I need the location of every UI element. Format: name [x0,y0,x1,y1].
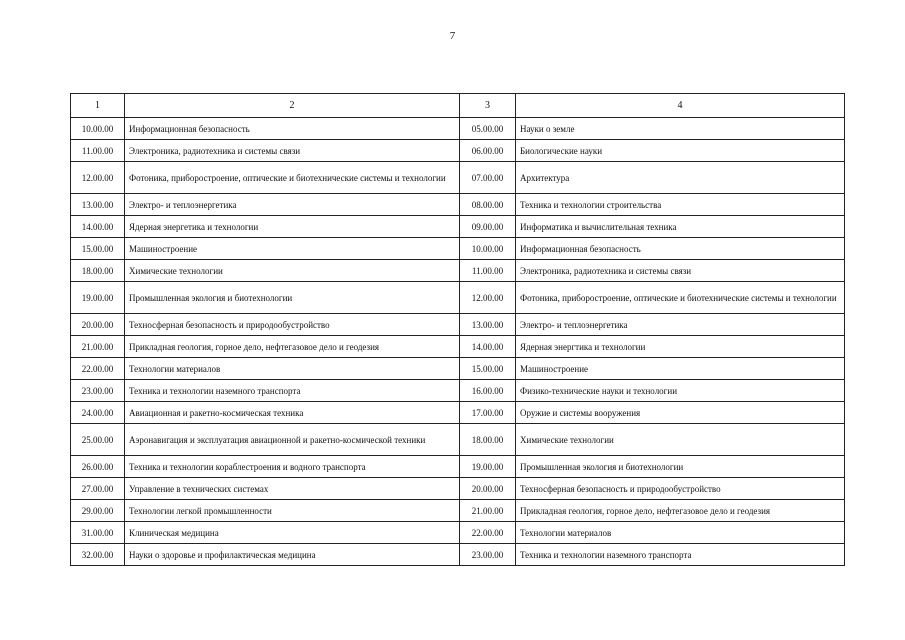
specialty-code-right: 06.00.00 [460,140,516,162]
specialty-code-left: 10.00.00 [71,118,125,140]
specialty-name-right: Информационная безопасность [516,238,845,260]
specialty-name-left: Информационная безопасность [125,118,460,140]
specialty-code-left: 19.00.00 [71,282,125,314]
specialty-code-right: 12.00.00 [460,282,516,314]
specialty-code-right: 07.00.00 [460,162,516,194]
specialty-code-left: 27.00.00 [71,478,125,500]
specialty-name-left: Промышленная экология и биотехнологии [125,282,460,314]
table-row [71,260,845,282]
specialty-name-right: Технологии материалов [516,522,845,544]
specialty-code-right: 08.00.00 [460,194,516,216]
specialty-code-left: 18.00.00 [71,260,125,282]
specialty-code-left: 29.00.00 [71,500,125,522]
specialty-name-right: Техника и технологии наземного транспорта [516,544,845,566]
specialty-name-right: Оружие и системы вооружения [516,402,845,424]
specialty-code-left: 24.00.00 [71,402,125,424]
specialty-name-left: Электро- и теплоэнергетика [125,194,460,216]
specialty-name-left: Технологии легкой промышленности [125,500,460,522]
specialty-name-right: Биологические науки [516,140,845,162]
specialty-name-left: Техника и технологии кораблестроения и водного транспорта [125,456,460,478]
specialty-code-left: 26.00.00 [71,456,125,478]
column-header: 4 [516,94,845,118]
specialty-name-right: Науки о земле [516,118,845,140]
table-row [71,216,845,238]
table-row [71,402,845,424]
specialty-name-left: Управление в технических системах [125,478,460,500]
column-header: 2 [125,94,460,118]
specialty-code-right: 18.00.00 [460,424,516,456]
specialty-name-left: Электроника, радиотехника и системы связи [125,140,460,162]
table-row [71,238,845,260]
table-row [71,380,845,402]
table-row [71,336,845,358]
specialty-code-right: 15.00.00 [460,358,516,380]
specialty-code-right: 10.00.00 [460,238,516,260]
table-row [71,522,845,544]
specialty-name-left: Авиационная и ракетно-космическая техника [125,402,460,424]
specialty-code-right: 23.00.00 [460,544,516,566]
specialty-name-right: Электроника, радиотехника и системы связи [516,260,845,282]
column-header: 1 [71,94,125,118]
table-row [71,500,845,522]
table-row [71,478,845,500]
specialty-name-left: Ядерная энергетика и технологии [125,216,460,238]
specialty-code-right: 20.00.00 [460,478,516,500]
specialty-name-right: Фотоника, приборостроение, оптические и биотехнические системы и технологии [516,282,845,314]
specialty-name-left: Машиностроение [125,238,460,260]
specialty-code-left: 22.00.00 [71,358,125,380]
specialty-code-left: 11.00.00 [71,140,125,162]
specialty-code-left: 25.00.00 [71,424,125,456]
specialty-name-right: Техносферная безопасность и природообустройство [516,478,845,500]
specialty-code-right: 14.00.00 [460,336,516,358]
specialty-code-left: 20.00.00 [71,314,125,336]
specialty-name-left: Химические технологии [125,260,460,282]
specialty-code-right: 22.00.00 [460,522,516,544]
specialty-code-left: 23.00.00 [71,380,125,402]
specialty-name-right: Техника и технологии строительства [516,194,845,216]
specialty-name-right: Машиностроение [516,358,845,380]
specialty-name-right: Электро- и теплоэнергетика [516,314,845,336]
specialty-code-left: 13.00.00 [71,194,125,216]
table-row [71,544,845,566]
specialty-name-left: Техника и технологии наземного транспорта [125,380,460,402]
specialty-name-left: Технологии материалов [125,358,460,380]
specialty-name-right: Химические технологии [516,424,845,456]
specialty-name-left: Науки о здоровье и профилактическая медицина [125,544,460,566]
table-row [71,358,845,380]
specialty-code-left: 31.00.00 [71,522,125,544]
specialty-code-right: 17.00.00 [460,402,516,424]
specialty-code-right: 11.00.00 [460,260,516,282]
page-number: 7 [449,30,456,42]
specialty-name-right: Архитектура [516,162,845,194]
table-header-row [71,94,845,118]
table-row [71,140,845,162]
specialty-code-right: 19.00.00 [460,456,516,478]
specialty-code-right: 21.00.00 [460,500,516,522]
table-row [71,282,845,314]
specialty-name-right: Информатика и вычислительная техника [516,216,845,238]
table-row [71,194,845,216]
specialty-code-right: 09.00.00 [460,216,516,238]
specialty-code-right: 05.00.00 [460,118,516,140]
specialty-name-left: Аэронавигация и эксплуатация авиационной и ракетно-космической техники [125,424,460,456]
table-row [71,314,845,336]
specialty-code-right: 13.00.00 [460,314,516,336]
specialty-name-left: Клиническая медицина [125,522,460,544]
table-row [71,118,845,140]
specialty-name-right: Промышленная экология и биотехнологии [516,456,845,478]
specialty-name-right: Ядерная энергтика и технологии [516,336,845,358]
table-row [71,456,845,478]
table-row [71,424,845,456]
specialty-name-left: Фотоника, приборостроение, оптические и биотехнические системы и технологии [125,162,460,194]
specialty-name-right: Прикладная геология, горное дело, нефтегазовое дело и геодезия [516,500,845,522]
specialty-code-left: 21.00.00 [71,336,125,358]
specialty-name-left: Прикладная геология, горное дело, нефтегазовое дело и геодезия [125,336,460,358]
specialty-code-left: 14.00.00 [71,216,125,238]
specialty-code-left: 12.00.00 [71,162,125,194]
specialty-code-left: 32.00.00 [71,544,125,566]
table-row [71,162,845,194]
column-header: 3 [460,94,516,118]
specialty-name-left: Техносферная безопасность и природообустройство [125,314,460,336]
specialty-name-right: Физико-технические науки и технологии [516,380,845,402]
specialty-table [70,93,845,566]
specialty-code-left: 15.00.00 [71,238,125,260]
specialty-code-right: 16.00.00 [460,380,516,402]
